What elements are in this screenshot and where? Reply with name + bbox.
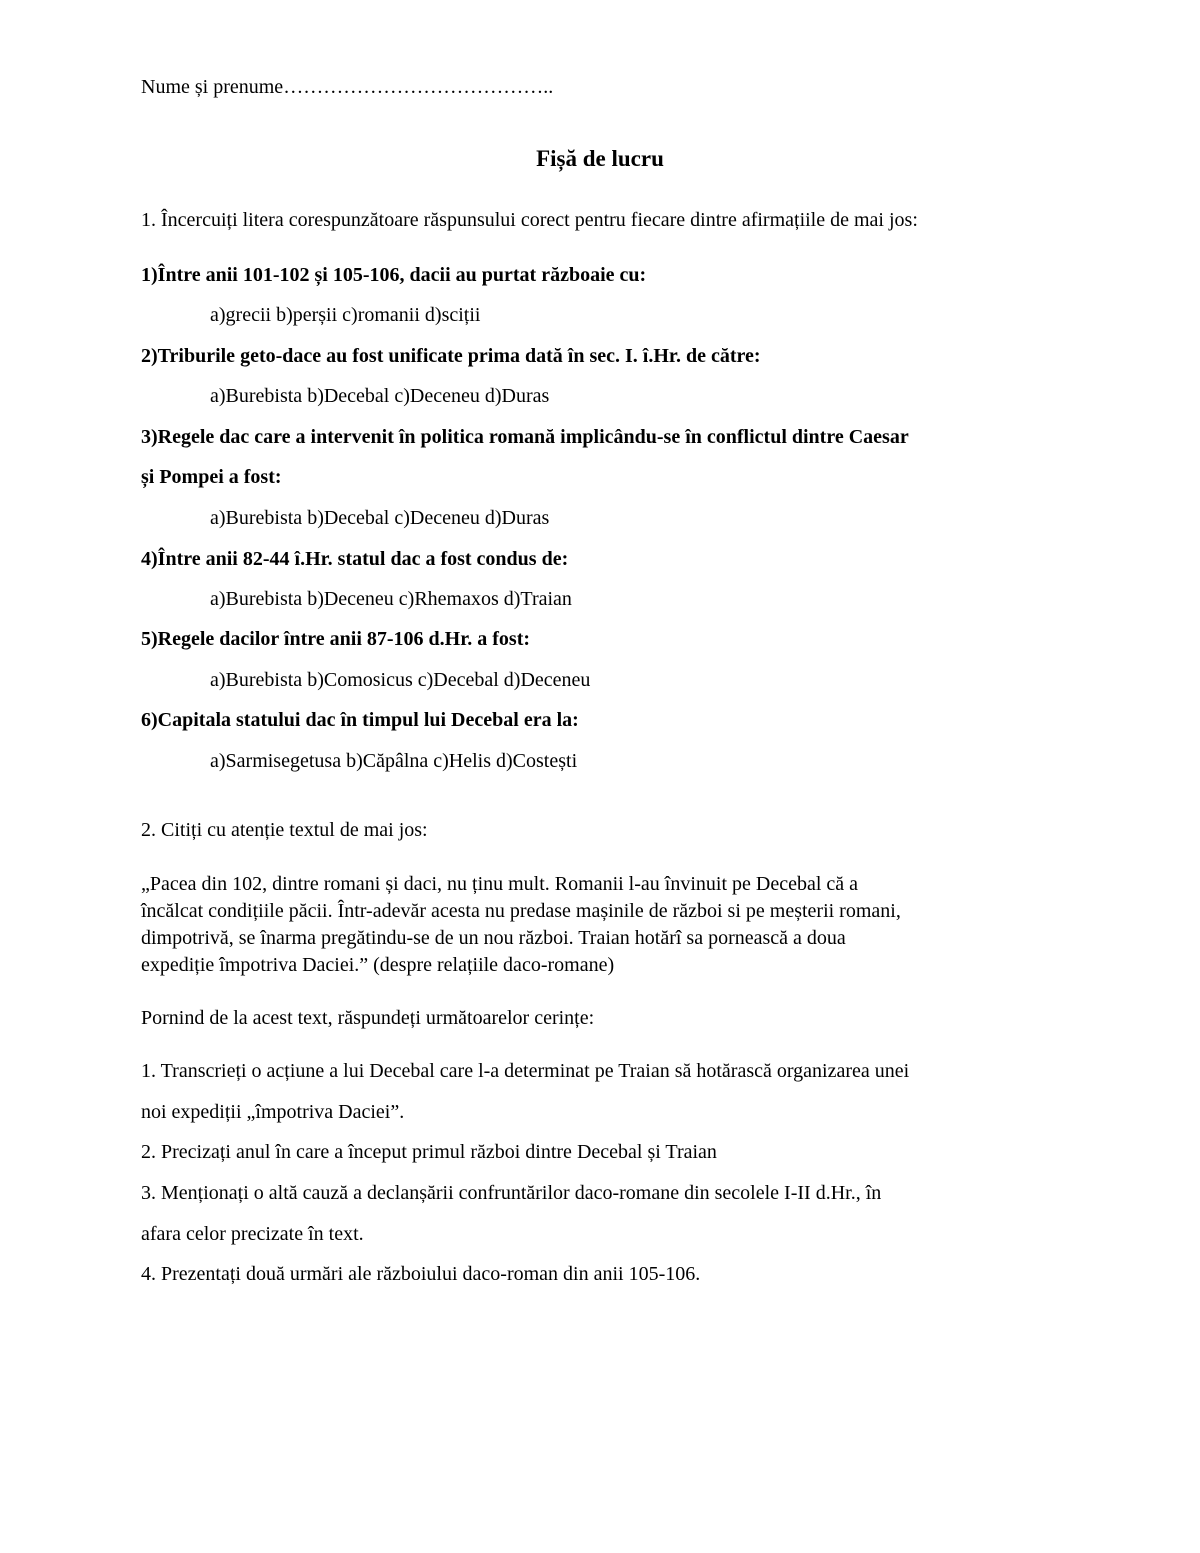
question-2-text: 2)Triburile geto-dace au fost unificate prima dată în sec. I. î.Hr. de către: [141, 345, 761, 367]
tasks-intro: Pornind de la acest text, răspundeți următoarelor cerințe: [141, 1007, 595, 1029]
quote-line: „Pacea din 102, dintre romani și daci, nu ținu mult. Romanii l-au învinuit pe Decebal că a [141, 873, 859, 895]
quote-line: încălcat condițiile păcii. Într-adevăr acesta nu predase mașinile de război si pe meșterii romani, [141, 900, 901, 922]
question-1-text: 1)Între anii 101-102 și 105-106, dacii au purtat războaie cu: [141, 264, 647, 286]
task-1-line-2: noi expediții „împotriva Daciei”. [141, 1101, 405, 1123]
question-4-text: 4)Între anii 82-44 î.Hr. statul dac a fost condus de: [141, 548, 569, 570]
exercise2-instruction: 2. Citiți cu atenție textul de mai jos: [141, 819, 428, 841]
question-4-options: a)Burebista b)Deceneu c)Rhemaxos d)Traian [210, 588, 572, 610]
page-title: Fișă de lucru [536, 146, 664, 171]
question-1-options: a)grecii b)perșii c)romanii d)sciții [210, 304, 481, 326]
exercise1-instruction: 1. Încercuiți litera corespunzătoare răspunsului corect pentru fiecare dintre afirmațiile de mai jos: [141, 209, 918, 231]
quote-line: expediție împotriva Daciei.” (despre relațiile daco-romane) [141, 954, 615, 976]
quote-line: dimpotrivă, se înarma pregătindu-se de un nou război. Traian hotărî sa pornească a doua [141, 927, 846, 949]
task-2-line-1: 2. Precizați anul în care a început primul război dintre Decebal și Traian [141, 1141, 717, 1163]
question-6-text: 6)Capitala statului dac în timpul lui Decebal era la: [141, 709, 579, 731]
name-field-line: Nume și prenume………………………………….. [141, 76, 554, 98]
question-6-options: a)Sarmisegetusa b)Căpâlna c)Helis d)Costești [210, 750, 578, 772]
task-3-line-1: 3. Menționați o altă cauză a declanșării confruntărilor daco-romane din secolele I-II d.Hr., în [141, 1182, 882, 1204]
source-quote [141, 871, 1061, 979]
question-5-options: a)Burebista b)Comosicus c)Decebal d)Deceneu [210, 669, 591, 691]
question-3-text-line-2: și Pompei a fost: [141, 466, 282, 488]
question-3-options: a)Burebista b)Decebal c)Deceneu d)Duras [210, 507, 550, 529]
task-4-line-1: 4. Prezentați două urmări ale războiului daco-roman din anii 105-106. [141, 1263, 701, 1285]
question-2-options: a)Burebista b)Decebal c)Deceneu d)Duras [210, 385, 550, 407]
task-3-line-2: afara celor precizate în text. [141, 1223, 364, 1245]
task-1-line-1: 1. Transcrieți o acțiune a lui Decebal care l-a determinat pe Traian să hotărască organizarea unei [141, 1060, 910, 1082]
question-3-text-line-1: 3)Regele dac care a intervenit în politica romană implicându-se în conflictul dintre Caesar [141, 426, 909, 448]
question-5-text: 5)Regele dacilor între anii 87-106 d.Hr. a fost: [141, 628, 531, 650]
